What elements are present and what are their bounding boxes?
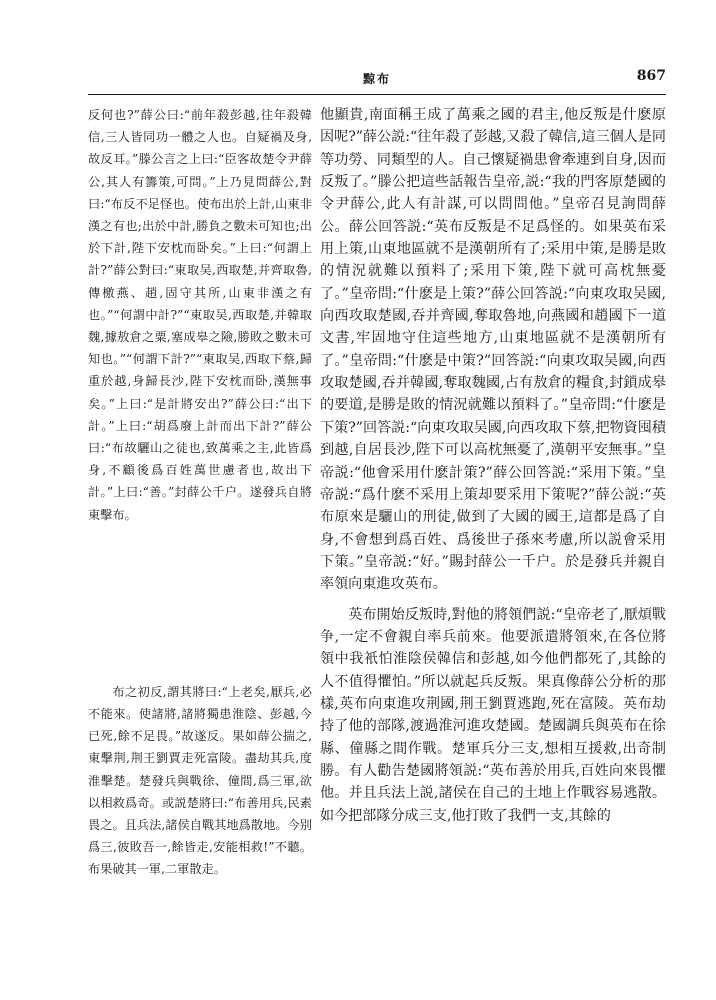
page-header bbox=[88, 68, 666, 90]
classical-paragraph-1: 反何也?”薛公曰:“前年殺彭越,往年殺韓信,三人皆同功一體之人也。自疑禍及身,故反耳。”滕公言之上曰:“臣客故楚令尹薛公,其人有籌策,可問。”上乃見問薛公,對曰:“布反不足怪也。使布出於上計,山東非漢之有也;出於中計,勝負之數未可知也;出於下計,陛下安枕而卧矣。”上曰:“何謂上計?”薛公對曰:“東取吴,西取楚,并齊取魯,傳檄燕、趙,固守其所,山東非漢之有也。”“何謂中計?”“東取吴,西取楚,并韓取魏,據敖倉之粟,塞成皋之險,勝敗之數未可知也。”“何謂下計?”“東取吴,西取下蔡,歸重於越,身歸長沙,陛下安枕而卧,漢無事矣。”上曰:“是計將安出?”薛公曰:“出下計。”上曰:“胡爲廢上計而出下計?”薛公曰:“布故驪山之徒也,致萬乘之主,此皆爲身,不顧後爲百姓萬世慮者也,故出下計。”上曰:“善。”封薛公千户。遂發兵自將東擊布。 bbox=[88, 108, 312, 522]
translation-text-column bbox=[320, 104, 666, 827]
classical-text-column bbox=[88, 104, 312, 881]
page-number: 867 bbox=[636, 68, 666, 84]
translation-paragraph-2: 英布開始反叛時,對他的將領們説:“皇帝老了,厭煩戰争,一定不會親自率兵前來。他要派遣將領來,在各位將領中我衹怕淮陰侯韓信和彭越,如今他們都死了,其餘的人不值得懼怕。”所以就起兵反叛。果真像薛公分析的那樣,英布向東進攻荆國,荆王劉賈逃跑,死在富陵。英布劫持了他的部隊,渡過淮河進攻楚國。楚國調兵與英布在徐縣、僮縣之間作戰。楚軍兵分三支,想相互援救,出奇制勝。有人勸告楚國將領説:“英布善於用兵,百姓向來畏懼他。并且兵法上説,諸侯在自己的土地上作戰容易逃散。如今把部隊分成三支,他打敗了我們一支,其餘的 bbox=[320, 606, 666, 824]
header-rule bbox=[88, 94, 666, 95]
translation-paragraph-1: 他顯貴,南面稱王成了萬乘之國的君主,他反叛是什麽原因呢?”薛公説:“往年殺了彭越,又殺了韓信,這三個人是同等功勞、同類型的人。自己懷疑禍患會牽連到自身,因而反叛了。”滕公把這些話報告皇帝,説:“我的門客原楚國的令尹薛公,此人有計謀,可以問問他。”皇帝召見詢問薛公。薛公回答説:“英布反叛是不足爲怪的。如果英布采用上策,山東地區就不是漢朝所有了;采用中策,是勝是敗的情況就難以預料了;采用下策,陛下就可高枕無憂了。”皇帝問:“什麽是上策?”薛公回答説:“向東攻取吴國,向西攻取楚國,吞并齊國,奪取魯地,向燕國和趙國下一道文書,牢固地守住這些地方,山東地區就不是漢朝所有了。”皇帝問:“什麽是中策?”回答説:“向東攻取吴國,向西攻取楚國,吞并韓國,奪取魏國,占有敖倉的糧食,封鎖成皋的要道,是勝是敗的情況就難以預料了。”皇帝問:“什麽是下策?”回答説:“向東攻取吴國,向西攻取下蔡,把物資囤積到越,自居長沙,陛下可以高枕無憂了,漢朝平安無事。”皇帝説:“他會采用什麽計策?”薛公回答説:“采用下策。”皇帝説:“爲什麽不采用上策却要采用下策呢?”薛公説:“英布原來是驪山的刑徒,做到了大國的國王,這都是爲了自身,不會想到爲百姓、爲後世子孫來考慮,所以説會采用下策。”皇帝説:“好。”賜封薛公一千户。於是發兵并親自率領向東進攻英布。 bbox=[320, 107, 666, 593]
running-head: 黥布 bbox=[362, 72, 391, 86]
classical-paragraph-2: 布之初反,謂其將曰:“上老矣,厭兵,必不能來。使諸將,諸將獨患淮陰、彭越,今已死,餘不足畏。”故遂反。果如薛公揣之,東擊荆,荆王劉賈走死富陵。盡劫其兵,度淮擊楚。楚發兵與戰徐、僮間,爲三軍,欲以相救爲奇。或説楚將曰:“布善用兵,民素畏之。且兵法,諸侯自戰其地爲散地。今别爲三,彼敗吾一,餘皆走,安能相救!”不聽。布果破其一軍,二軍散走。 bbox=[88, 684, 312, 877]
